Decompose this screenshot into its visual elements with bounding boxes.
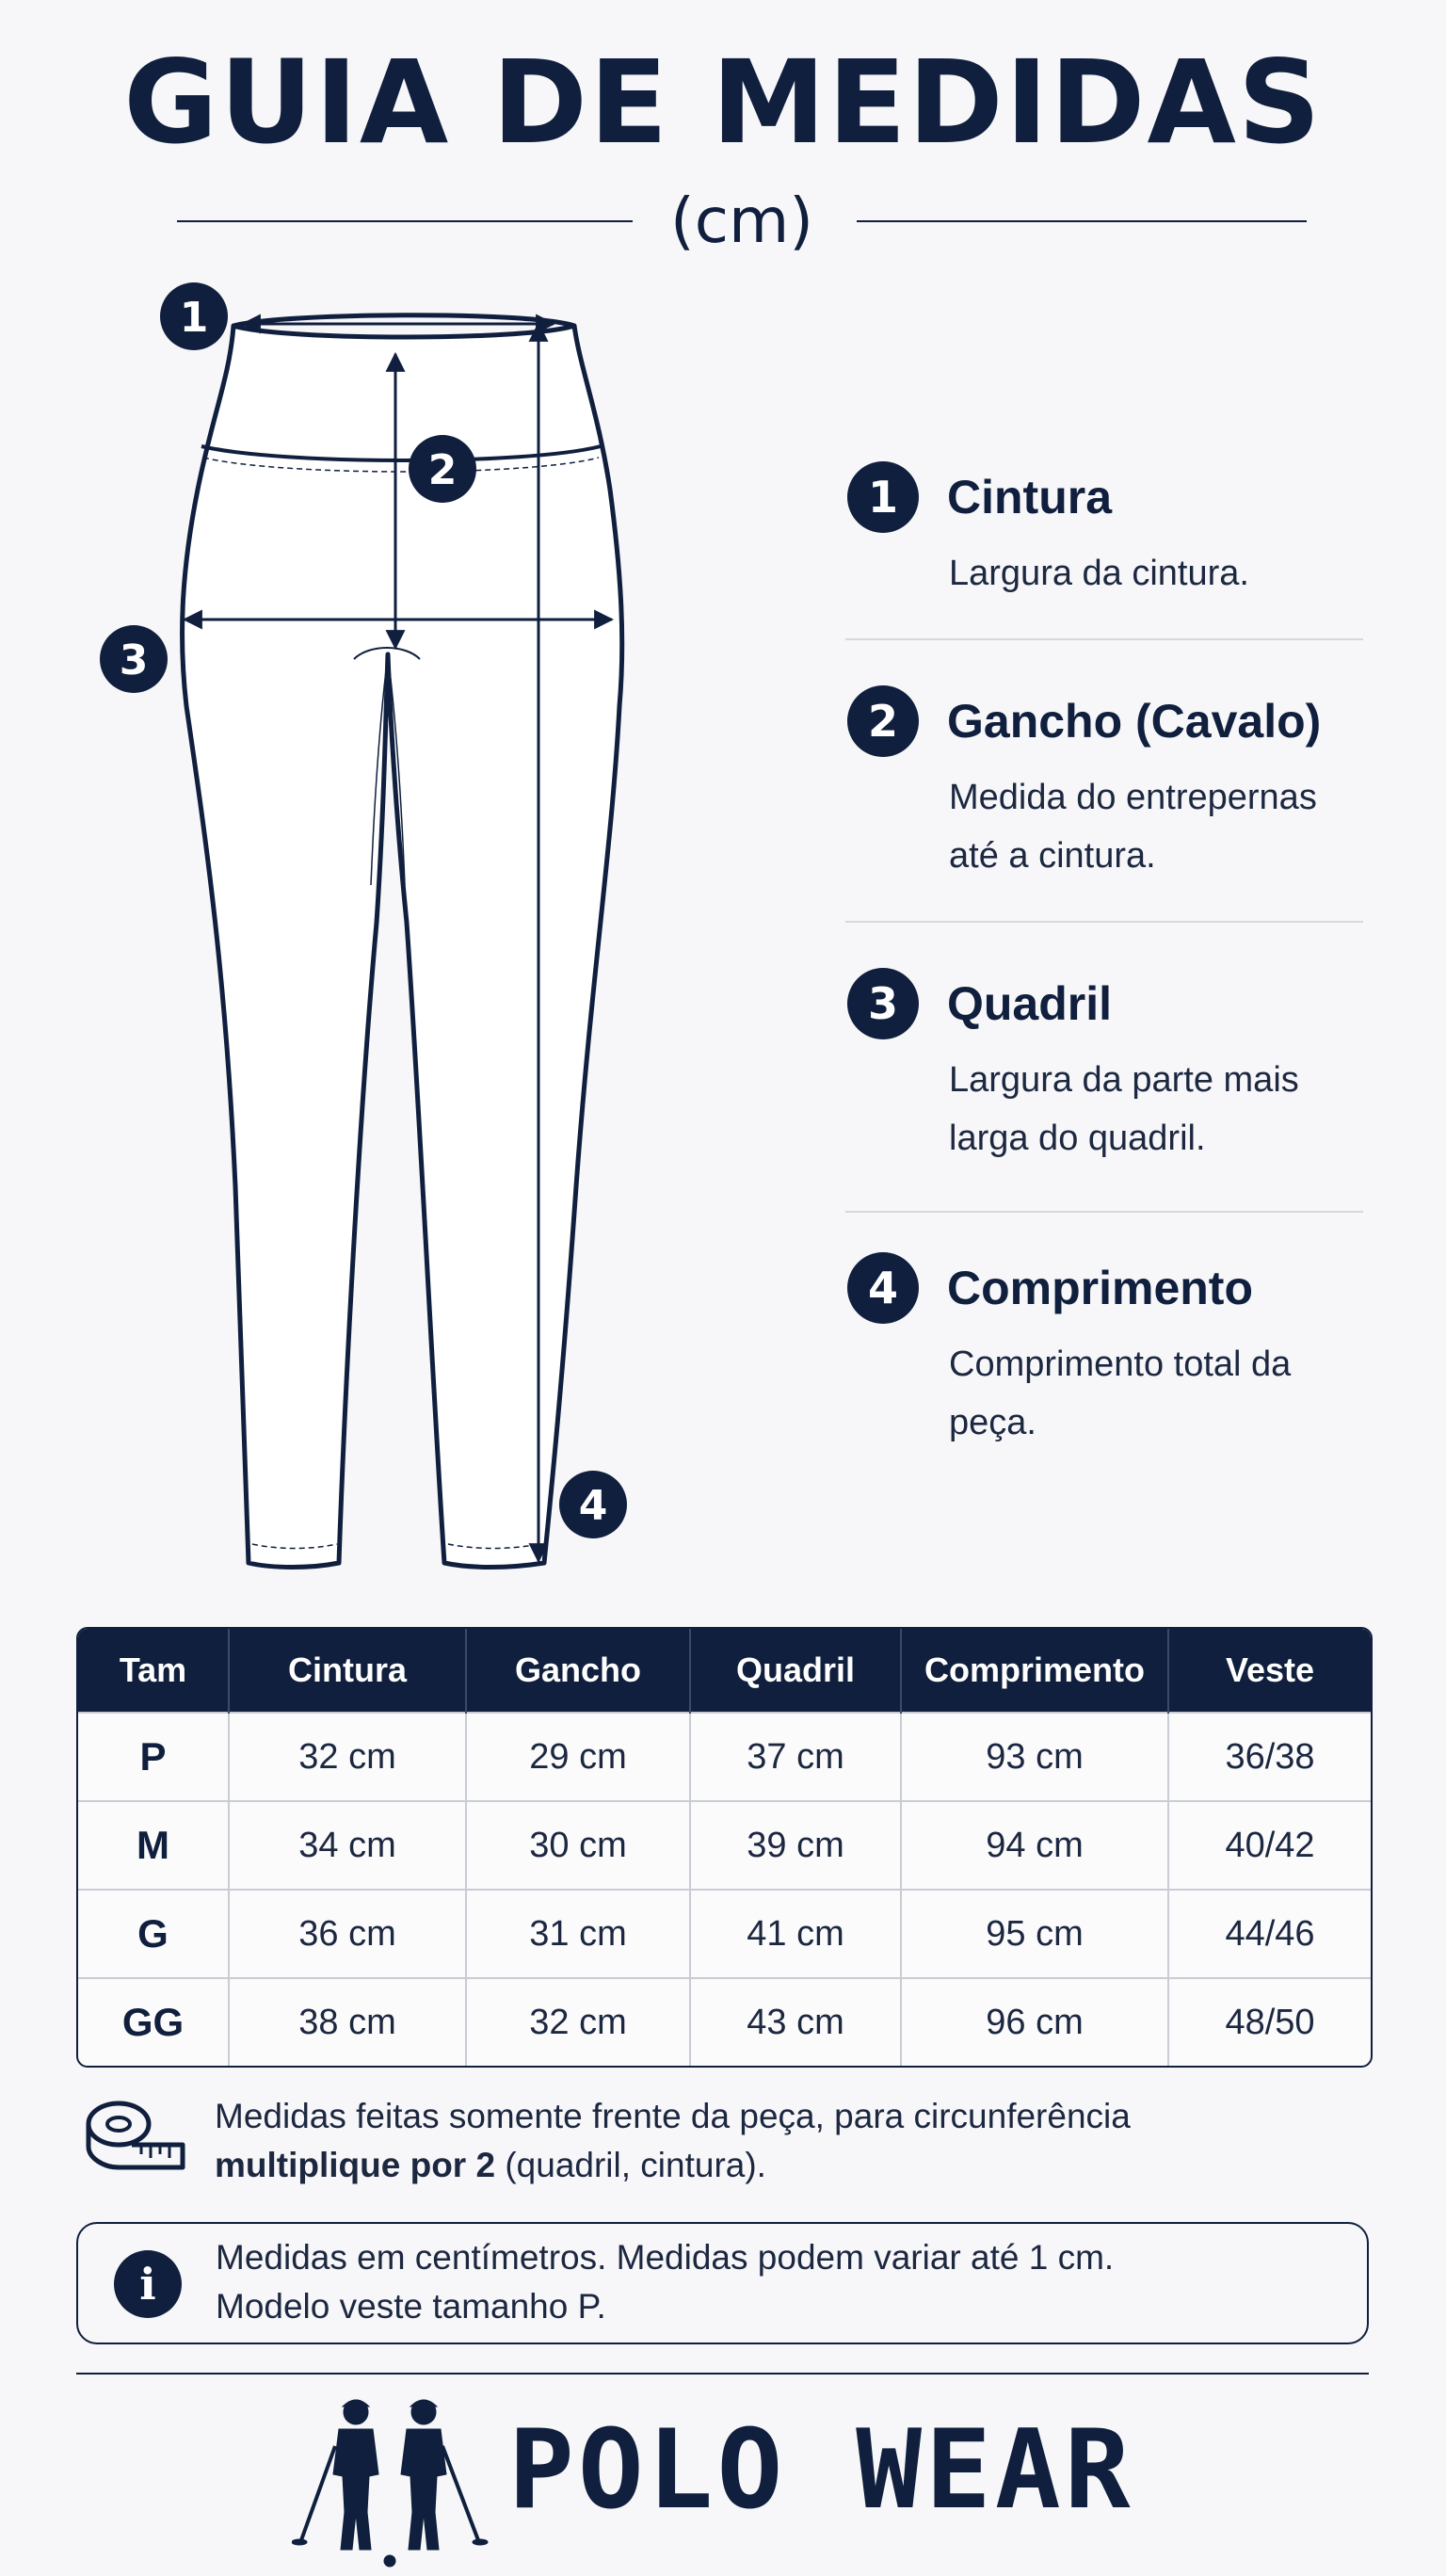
- info-note-text: Medidas em centímetros. Medidas podem variar até 1 cm. Modelo veste tamanho P.: [216, 2238, 1115, 2326]
- tape-measure-icon: [85, 2096, 188, 2181]
- table-cell: 38 cm: [229, 1978, 466, 2066]
- legend-divider: [845, 1211, 1363, 1213]
- brand-name: POLO WEAR: [508, 2407, 1134, 2534]
- svg-text:2: 2: [427, 446, 458, 494]
- legend-divider: [845, 638, 1363, 640]
- table-row: [78, 1801, 1371, 1890]
- legend-title: Gancho (Cavalo): [947, 695, 1322, 748]
- table-row: [78, 1890, 1371, 1978]
- legend-divider: [845, 921, 1363, 923]
- table-header-row: [78, 1629, 1371, 1713]
- subtitle-rule-right: [857, 220, 1307, 222]
- legend-title: Cintura: [947, 471, 1112, 523]
- table-cell: 94 cm: [901, 1801, 1168, 1890]
- table-cell: 32 cm: [466, 1978, 690, 2066]
- column-header: Cintura: [229, 1629, 466, 1713]
- legend-title: Comprimento: [947, 1262, 1253, 1314]
- table-row: [78, 1978, 1371, 2066]
- marker-3: [100, 625, 168, 693]
- table-row: [78, 1713, 1371, 1801]
- info-note: [76, 2222, 1369, 2344]
- size-table: [76, 1627, 1373, 2068]
- marker-4: [559, 1471, 627, 1538]
- measurement-note-emphasis: multiplique por 2: [215, 2146, 496, 2184]
- table-cell: 37 cm: [690, 1713, 901, 1801]
- measurement-note-text: Medidas feitas somente frente da peça, para circunferência multiplique por 2 (quadril, cintura).: [215, 2097, 1131, 2184]
- table-cell: 48/50: [1168, 1978, 1371, 2066]
- svg-text:1: 1: [179, 294, 209, 342]
- footer-divider: [76, 2373, 1369, 2375]
- legend-title: Quadril: [947, 977, 1113, 1030]
- subtitle-row: [177, 185, 1307, 257]
- table-cell: 31 cm: [466, 1890, 690, 1978]
- legend-number: 1: [847, 461, 919, 533]
- table-cell: 40/42: [1168, 1801, 1371, 1890]
- column-header: Quadril: [690, 1629, 901, 1713]
- legend-description: Largura da parte mais larga do quadril.: [949, 1060, 1299, 1158]
- page-title: GUIA DE MEDIDAS: [123, 36, 1323, 169]
- table-cell: 30 cm: [466, 1801, 690, 1890]
- marker-2: [409, 435, 476, 503]
- legend-number: 4: [847, 1252, 919, 1324]
- leggings-outline: [183, 315, 622, 1568]
- size-cell: M: [78, 1801, 229, 1890]
- legend-description: Comprimento total da peça.: [949, 1344, 1292, 1442]
- table-cell: 93 cm: [901, 1713, 1168, 1801]
- column-header: Comprimento: [901, 1629, 1168, 1713]
- size-cell: GG: [78, 1978, 229, 2066]
- table-cell: 29 cm: [466, 1713, 690, 1801]
- table-cell: 39 cm: [690, 1801, 901, 1890]
- leggings-diagram: [0, 264, 678, 1601]
- column-header: Veste: [1168, 1629, 1371, 1713]
- subtitle-unit: (cm): [669, 185, 814, 257]
- legend-number: 2: [847, 685, 919, 757]
- table-cell: 43 cm: [690, 1978, 901, 2066]
- table-cell: 32 cm: [229, 1713, 466, 1801]
- table-cell: 36/38: [1168, 1713, 1371, 1801]
- marker-1: [160, 282, 228, 350]
- svg-text:3: 3: [119, 636, 149, 684]
- table-cell: 44/46: [1168, 1890, 1371, 1978]
- table-cell: 41 cm: [690, 1890, 901, 1978]
- table-cell: 96 cm: [901, 1978, 1168, 2066]
- table-cell: 34 cm: [229, 1801, 466, 1890]
- legend-number: 3: [847, 968, 919, 1039]
- table-cell: 36 cm: [229, 1890, 466, 1978]
- column-header: Tam: [78, 1629, 229, 1713]
- table-cell: 95 cm: [901, 1890, 1168, 1978]
- measurement-note: [85, 2088, 1365, 2192]
- size-cell: G: [78, 1890, 229, 1978]
- legend-description: Medida do entrepernas até a cintura.: [949, 778, 1317, 876]
- info-icon: i: [114, 2250, 182, 2318]
- column-header: Gancho: [466, 1629, 690, 1713]
- svg-text:4: 4: [578, 1482, 608, 1530]
- polo-players-logo-icon: [292, 2390, 490, 2568]
- size-cell: P: [78, 1713, 229, 1801]
- legend-description: Largura da cintura.: [949, 554, 1249, 593]
